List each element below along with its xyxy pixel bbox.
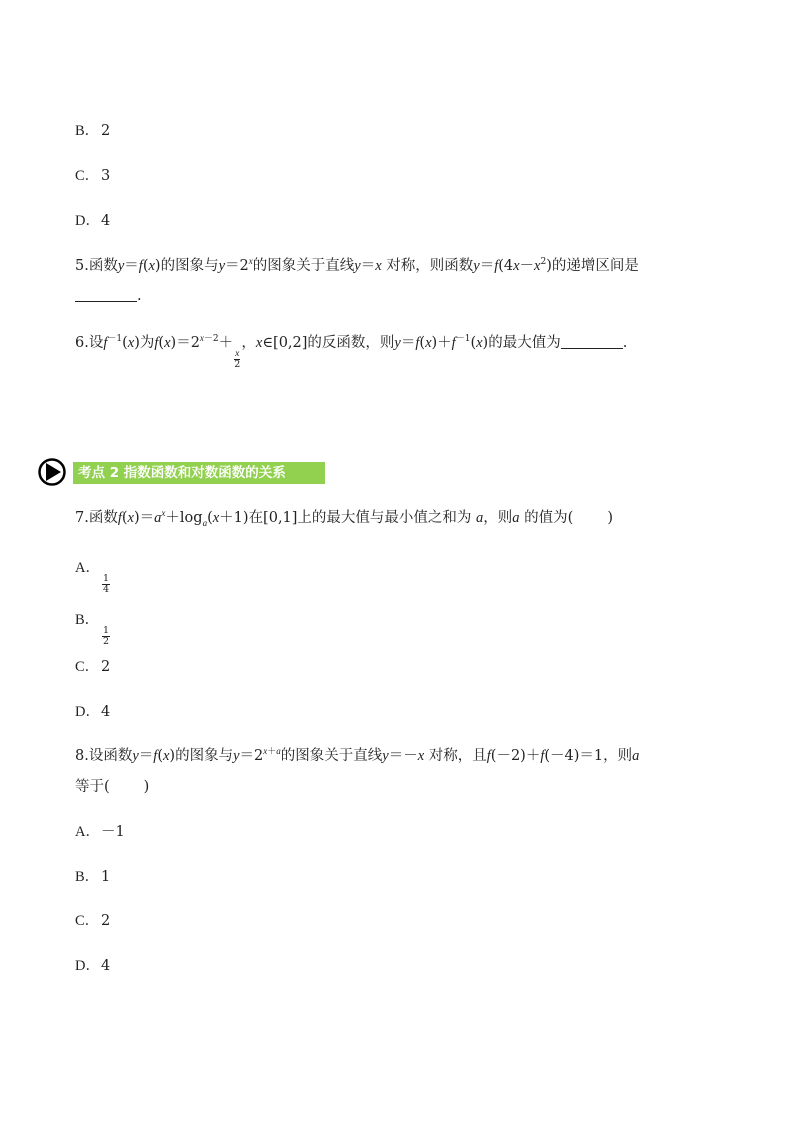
q5-end: . (137, 288, 142, 304)
option-b (75, 121, 110, 141)
option-value: 3 (101, 168, 111, 184)
q8-text-2: 的图象与 (175, 748, 234, 764)
q8-line-2-end: ) (143, 779, 150, 795)
option-letter: B． (75, 123, 100, 139)
question-number: 5. (75, 258, 89, 274)
q8-text-1: 设函数 (88, 748, 133, 764)
q6-text-3: ， (241, 335, 256, 351)
option-a (75, 822, 125, 842)
q8-text-4: 对称，且 (428, 748, 487, 764)
q7-text-4: 的值为( (524, 510, 574, 526)
option-value: 4 (101, 958, 111, 974)
q7-text-1: 函数 (88, 510, 118, 526)
option-value: 1 (101, 869, 111, 885)
option-letter: B． (75, 612, 100, 628)
option-value: 2 (101, 659, 111, 675)
play-arrow-icon (38, 458, 66, 486)
option-letter: D． (75, 704, 100, 720)
option-c (75, 911, 110, 931)
q8-text-3: 的图象关于直线 (280, 748, 383, 764)
q6-text-4: 的反函数，则 (307, 335, 395, 351)
q7-text-2: 在[0,1]上的最大值与最小值之和为 (248, 510, 472, 526)
q5-text-5: 的递增区间是 (551, 258, 639, 274)
math-expr: y (117, 258, 125, 274)
option-letter: A． (75, 824, 100, 840)
option-letter: C． (75, 168, 100, 184)
question-8-line-2 (75, 777, 149, 797)
option-value: 4 (101, 213, 111, 229)
question-number: 8. (75, 748, 89, 764)
option-value: 2 (101, 123, 111, 139)
question-8: 8.设函数y＝f(x)的图象与$y=2^{x+a}$的图象关于直线y＝－x 对称，且f(－2)＋f(－4)＝1，则a (75, 746, 640, 764)
option-c (75, 657, 110, 677)
question-6: 6.设$f^{-1}(x)$为$f(x)=2^{x-2}+$ $\frac{x}{2}$ ，x∈[0,2]的反函数，则$y=f(x)+f^{-1}(x)$的最大值为 . (75, 333, 628, 370)
q5-text-4: 对称，则函数 (386, 258, 474, 274)
section-header: 考点 2 指数函数和对数函数的关系 (73, 462, 325, 484)
q6-text-1: 设 (88, 335, 104, 351)
q7-text-3: ，则 (483, 510, 513, 526)
q7-text-5: ) (607, 510, 613, 526)
q8-text-5: ，则 (603, 748, 633, 764)
fraction: $\frac{x}{2}$ (234, 349, 241, 370)
fraction: $\frac{1}{2}$ (103, 625, 110, 647)
option-d (75, 702, 110, 722)
question-number: 6. (75, 335, 89, 351)
option-letter: D． (75, 213, 100, 229)
q6-text-2: 为 (139, 335, 155, 351)
q6-end: . (622, 335, 628, 351)
option-b (75, 610, 111, 647)
q6-text-5: 的最大值为 (488, 335, 561, 351)
option-letter: D． (75, 958, 100, 974)
option-value: 4 (101, 704, 111, 720)
question-7: 7.函数$f(x)=a^x+\log_a(x+1)$在[0,1]上的最大值与最小值之和为 a，则a 的值为( ) (75, 508, 613, 528)
answer-blank[interactable] (561, 334, 623, 349)
question-number: 7. (75, 510, 89, 526)
option-d (75, 211, 110, 231)
question-5: 5.函数y＝f(x)的图象与$y=2^x$的图象关于直线y＝x 对称，则函数$y=f(4x-x^2)$的递增区间是 (75, 256, 639, 274)
question-5-blank-line (75, 286, 142, 306)
q5-text-1: 函数 (88, 258, 118, 274)
q8-line-2: 等于( (75, 779, 110, 795)
answer-blank[interactable] (75, 287, 137, 302)
option-c (75, 166, 110, 186)
option-letter: C． (75, 913, 100, 929)
option-letter: A． (75, 560, 100, 576)
option-letter: B． (75, 869, 100, 885)
option-b (75, 867, 110, 887)
fraction: $\frac{1}{4}$ (103, 573, 110, 595)
option-letter: C． (75, 659, 100, 675)
option-a (75, 558, 111, 595)
option-d (75, 956, 110, 976)
q5-text-3: 的图象关于直线 (252, 258, 355, 274)
option-value: －1 (101, 824, 125, 840)
q5-text-2: 的图象与 (160, 258, 219, 274)
option-value: 2 (101, 913, 111, 929)
